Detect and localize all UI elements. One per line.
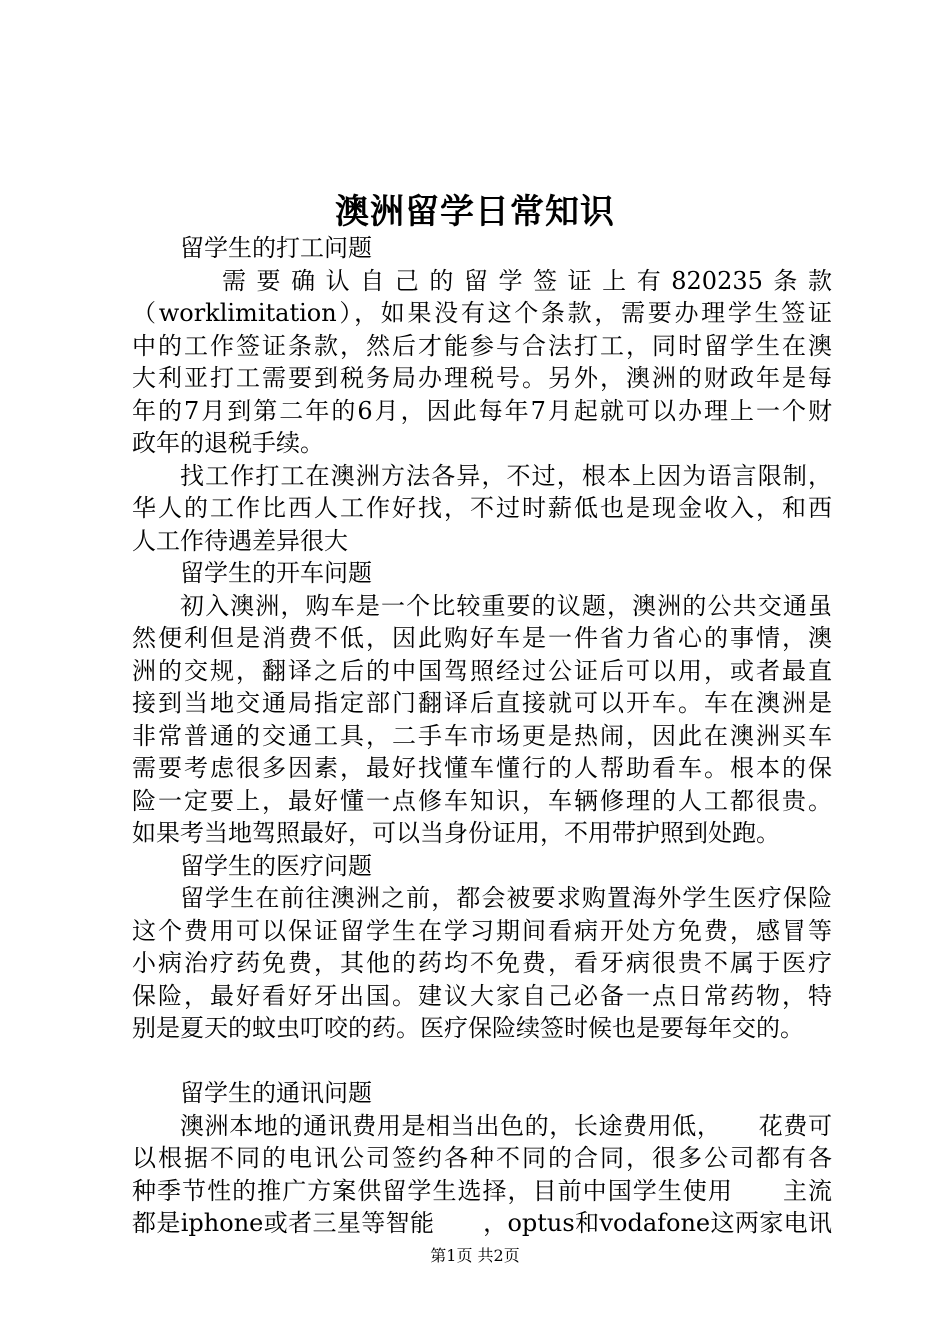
- paragraph-line: 初入澳洲，购车是一个比较重要的议题，澳洲的公共交通虽: [180, 591, 832, 620]
- paragraph-line: 保险，最好看好牙出国。建议大家自己必备一点日常药物，特: [132, 981, 832, 1010]
- paragraph-line: 非常普通的交通工具，二手车市场更是热闹，因此在澳洲买车: [132, 721, 832, 750]
- paragraph-line: 中的工作签证条款，然后才能参与合法打工，同时留学生在澳: [132, 331, 832, 360]
- paragraph-line: 澳洲本地的通讯费用是相当出色的，长途费用低， 花费可: [180, 1111, 832, 1140]
- section-heading-medical: 留学生的医疗问题: [180, 851, 372, 880]
- paragraph-line: 年的7月到第二年的6月，因此每年7月起就可以办理上一个财: [132, 396, 832, 425]
- paragraph-line: 种季节性的推广方案供留学生选择，目前中国学生使用 主流: [132, 1176, 832, 1205]
- paragraph-line: 洲的交规，翻译之后的中国驾照经过公证后可以用，或者最直: [132, 656, 832, 685]
- paragraph-line: 以根据不同的电讯公司签约各种不同的合同，很多公司都有各: [132, 1144, 832, 1172]
- document-body: [132, 232, 832, 1240]
- page-footer: 第1页 共2页: [430, 1246, 520, 1265]
- paragraph-line: 小病治疗药免费，其他的药均不免费，看牙病很贵不属于医疗: [132, 949, 832, 977]
- blank-line: [132, 1045, 832, 1078]
- paragraph-line: 留学生在前往澳洲之前，都会被要求购置海外学生医疗保险: [180, 884, 832, 912]
- paragraph-line: 人工作待遇差异很大: [132, 526, 348, 555]
- section-heading-driving: 留学生的开车问题: [180, 559, 372, 587]
- paragraph-line: 如果考当地驾照最好，可以当身份证用，不用带护照到处跑。: [132, 819, 780, 847]
- paragraph-line: 需要确认自己的留学签证上有820235条款: [222, 266, 832, 295]
- paragraph-line: 别是夏天的蚊虫叮咬的药。医疗保险续签时候也是要每年交的。: [132, 1014, 804, 1042]
- paragraph-line: 需要考虑很多因素，最好找懂车懂行的人帮助看车。根本的保: [132, 754, 832, 782]
- paragraph-line: 接到当地交通局指定部门翻译后直接就可以开车。车在澳洲是: [132, 689, 832, 717]
- section-heading-communication: 留学生的通讯问题: [180, 1079, 372, 1107]
- paragraph-line: 华人的工作比西人工作好找，不过时薪低也是现金收入，和西: [132, 494, 832, 522]
- paragraph-line: （worklimitation），如果没有这个条款，需要办理学生签证: [132, 299, 832, 327]
- paragraph-line: 大利亚打工需要到税务局办理税号。另外，澳洲的财政年是每: [132, 364, 832, 392]
- paragraph-line: 都是iphone或者三星等智能 ，optus和vodafone这两家电讯: [132, 1209, 832, 1237]
- paragraph-line: 险一定要上，最好懂一点修车知识，车辆修理的人工都很贵。: [132, 786, 832, 815]
- paragraph-line: 然便利但是消费不低，因此购好车是一件省力省心的事情，澳: [132, 624, 832, 652]
- paragraph-line: 政年的退税手续。: [132, 429, 324, 457]
- paragraph-line: 这个费用可以保证留学生在学习期间看病开处方免费，感冒等: [132, 916, 832, 945]
- paragraph-line: 找工作打工在澳洲方法各异，不过，根本上因为语言限制，: [180, 461, 832, 490]
- section-heading-work: 留学生的打工问题: [180, 234, 372, 262]
- document-title: 澳洲留学日常知识: [335, 192, 615, 232]
